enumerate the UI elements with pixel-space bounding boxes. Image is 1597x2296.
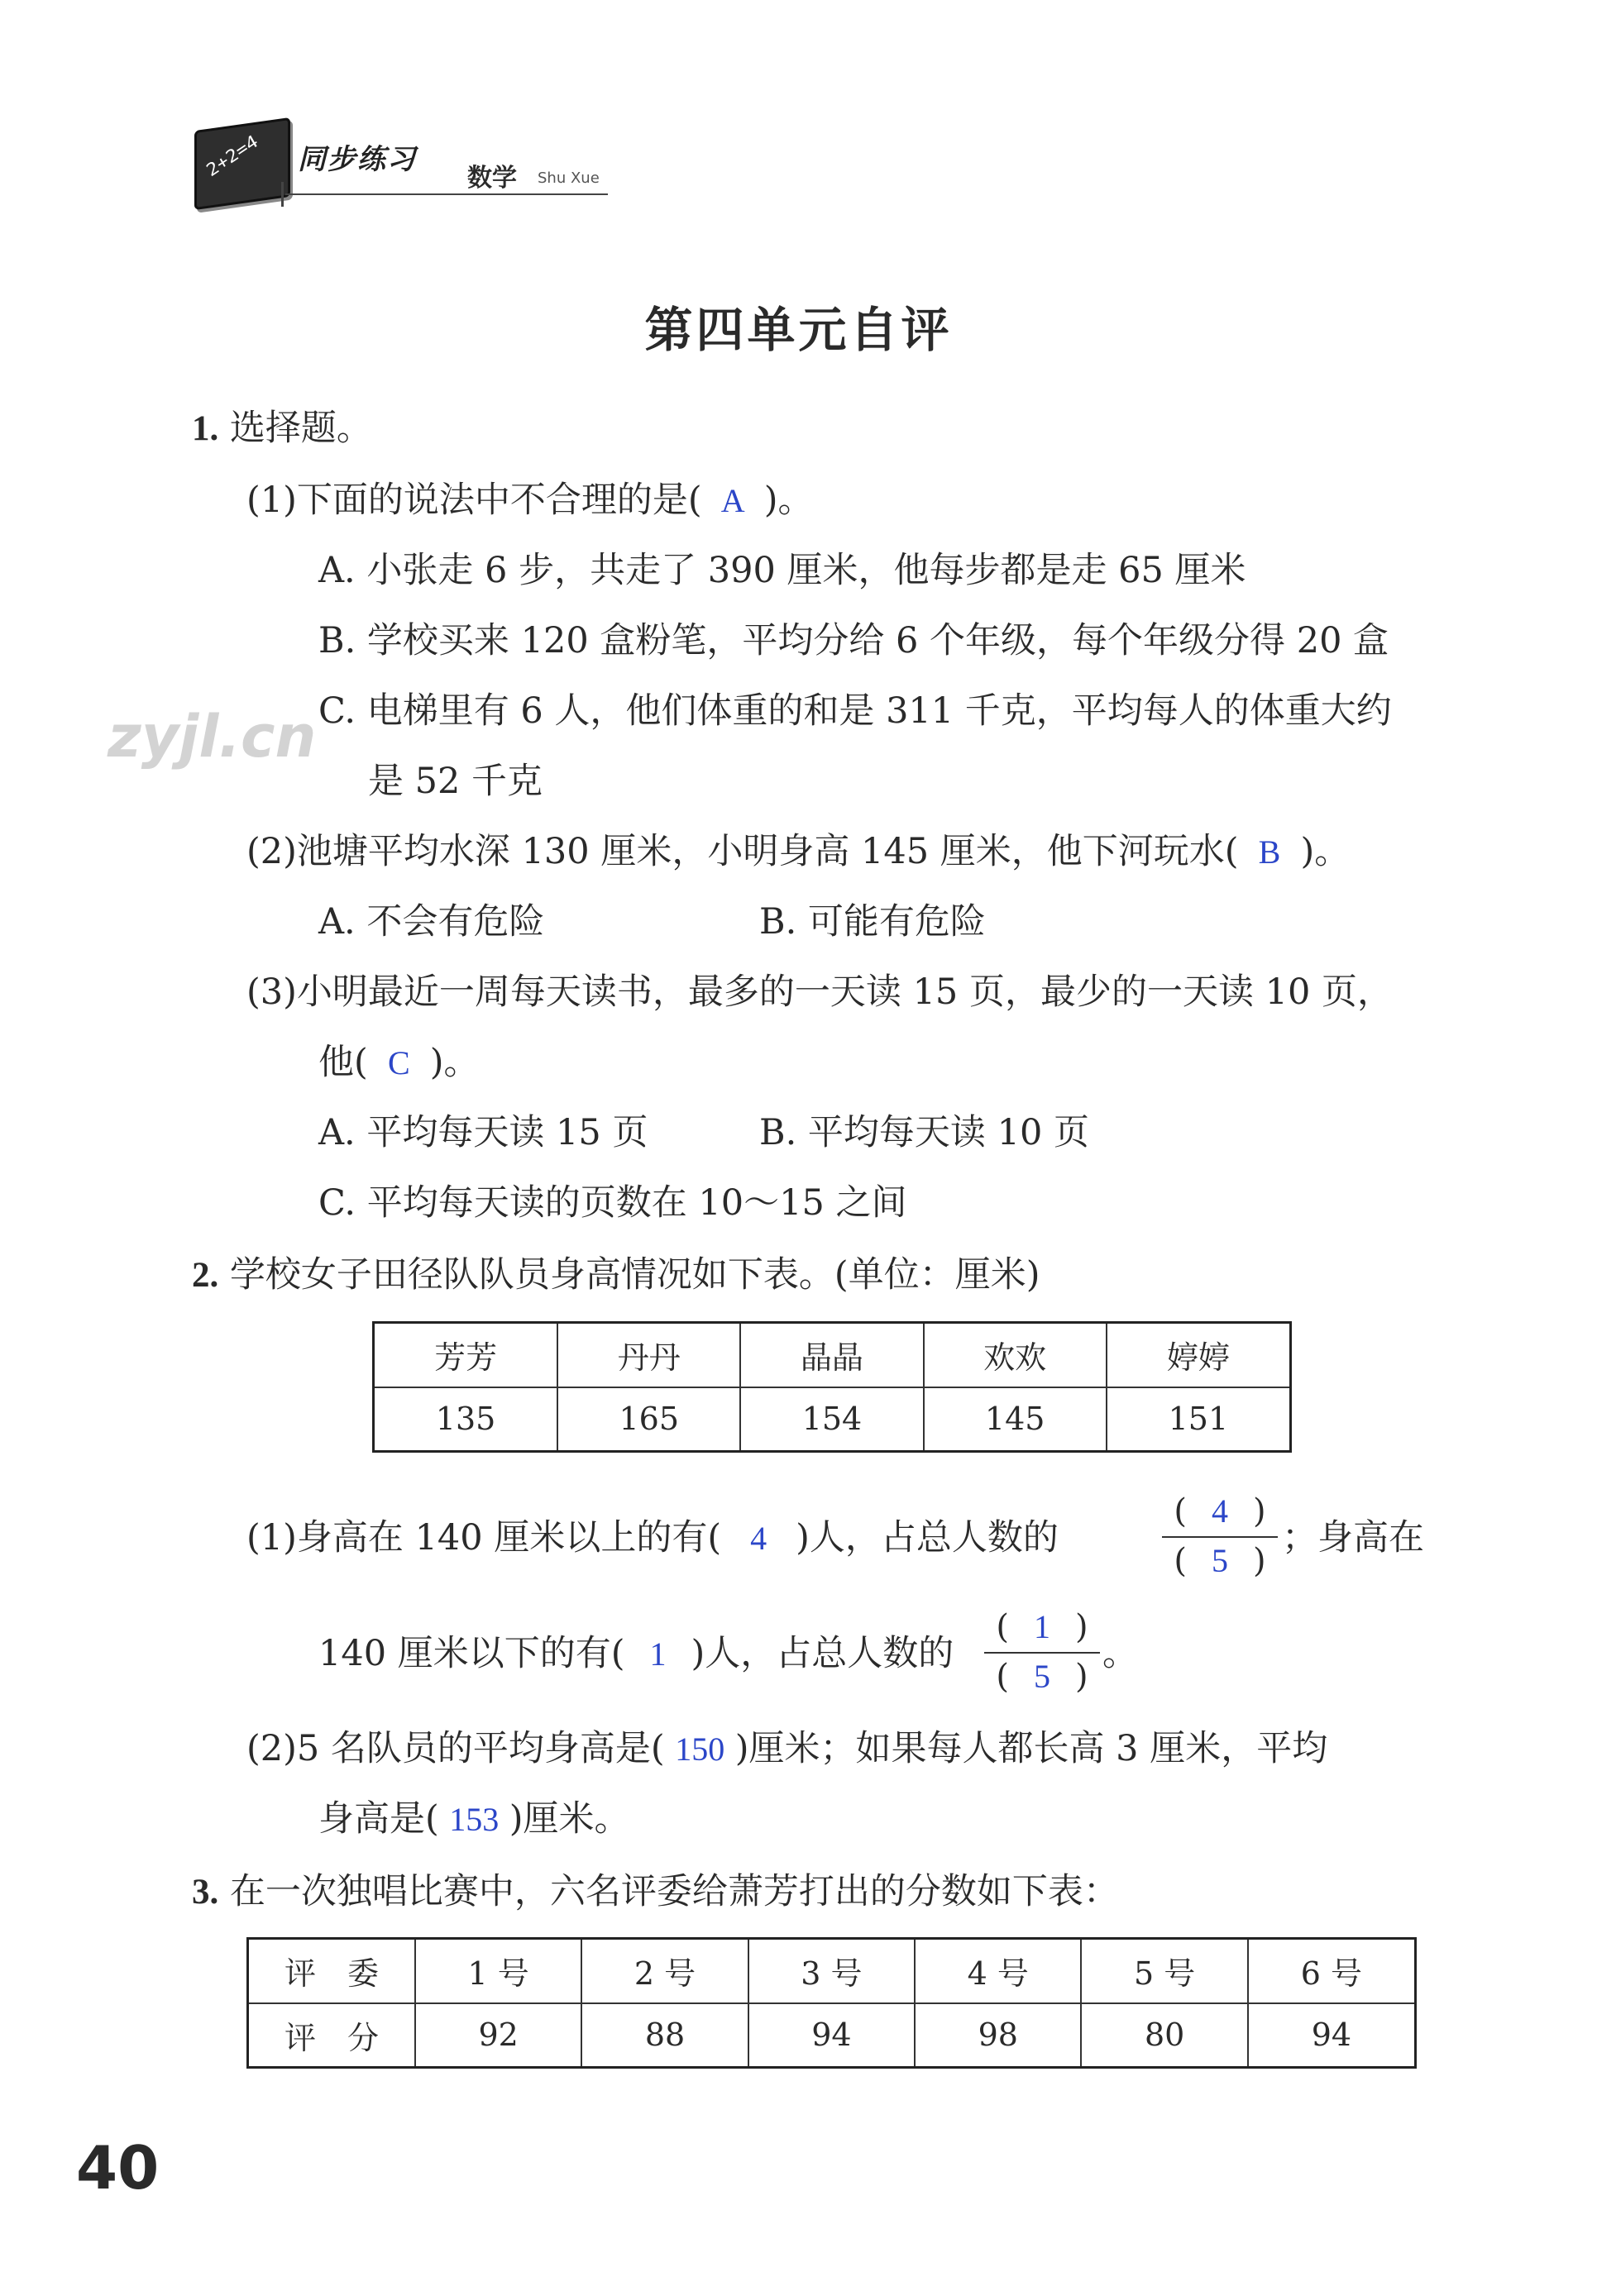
- q1-p3-stem-1: (3)小明最近一周每天读书，最多的一天读 15 页，最少的一天读 10 页，: [246, 971, 1394, 1013]
- q1-p2-optB: B. 可能有危险: [759, 901, 986, 943]
- q1-p1-optC-2: 是 52 千克: [368, 761, 543, 802]
- q2-number: 2.: [192, 1256, 219, 1295]
- q2-p1-frac2-denominator: 5: [1034, 1658, 1050, 1695]
- q2-height-cell: 135: [374, 1387, 558, 1452]
- q2-p1-text-d: 140 厘米以下的有(: [318, 1633, 625, 1674]
- q2-p1-line2: [318, 1629, 954, 1679]
- q2-p2-line2: [318, 1794, 630, 1845]
- q1-p1-optA: A. 小张走 6 步，共走了 390 厘米，他每步都是走 65 厘米: [318, 550, 1246, 591]
- header-rule: [285, 193, 608, 195]
- header-subject: 数学: [467, 164, 517, 193]
- q2-p1-text-b: )人，占总人数的: [796, 1517, 1059, 1559]
- q3-row-label-judge: 评 委: [248, 1939, 416, 2003]
- q1-p2-stem: [246, 827, 1350, 877]
- q3-judge-cell: 4 号: [915, 1939, 1081, 2003]
- q3-score-cell: 92: [415, 2003, 581, 2068]
- q3-row-label-score: 评 分: [248, 2003, 416, 2068]
- q2-p2-text-b: )厘米；如果每人都长高 3 厘米，平均: [734, 1728, 1328, 1769]
- header-series: 同步练习: [298, 143, 417, 176]
- q2-heading: [192, 1250, 1040, 1301]
- q1-p3-optB: B. 平均每天读 10 页: [759, 1112, 1089, 1153]
- header-logo: [194, 117, 290, 210]
- q2-p1-frac1-bottom: ( 5 ): [1162, 1538, 1278, 1584]
- q1-p1-stem: [246, 475, 813, 526]
- watermark: zyjl.cn: [108, 703, 317, 771]
- q2-p1-frac2-numerator: 1: [1034, 1608, 1050, 1645]
- q1-p3-stem-2: [318, 1038, 480, 1088]
- q1-p3-stem-2b: )。: [429, 1042, 480, 1083]
- q2-p1-answer1: 4: [750, 1520, 767, 1557]
- q1-p3-optC: C. 平均每天读的页数在 10～15 之间: [318, 1182, 907, 1224]
- q2-p2-answer1: 150: [675, 1730, 725, 1768]
- q1-p2-answer: B: [1258, 833, 1281, 871]
- q2-name-cell: 欢欢: [924, 1323, 1107, 1387]
- q2-p1-line1: [246, 1513, 1059, 1563]
- q3-judge-cell: 1 号: [415, 1939, 581, 2003]
- q1-p3-optA: A. 平均每天读 15 页: [318, 1112, 648, 1153]
- q2-p1-fraction1: [1162, 1488, 1278, 1587]
- q2-height-cell: 145: [924, 1387, 1107, 1452]
- q1-p1-stem-a: (1)下面的说法中不合理的是(: [246, 480, 702, 521]
- q2-p1-fraction2: [984, 1604, 1100, 1703]
- q1-p1-optB: B. 学校买来 120 盒粉笔，平均分给 6 个年级，每个年级分得 20 盒: [318, 620, 1389, 661]
- q2-table-header-row: [374, 1323, 1291, 1387]
- q2-text: 学校女子田径队队员身高情况如下表。(单位：厘米): [229, 1254, 1040, 1296]
- q1-p3-stem-2a: 他(: [318, 1042, 368, 1083]
- q1-heading: [192, 403, 372, 454]
- q3-score-cell: 94: [748, 2003, 915, 2068]
- q2-p1-frac2-bottom: ( 5 ): [984, 1654, 1100, 1700]
- q2-height-cell: 151: [1107, 1387, 1291, 1452]
- page-title: 第四单元自评: [644, 302, 953, 358]
- q3-number: 3.: [192, 1873, 219, 1912]
- q2-name-cell: 丹丹: [557, 1323, 740, 1387]
- q2-p1-frac1-numerator: 4: [1212, 1492, 1228, 1530]
- q2-p2-line1: [246, 1724, 1327, 1774]
- q2-height-cell: 165: [557, 1387, 740, 1452]
- header-rule-vertical: [281, 182, 284, 207]
- q2-name-cell: 婷婷: [1107, 1323, 1291, 1387]
- q1-p2-stem-a: (2)池塘平均水深 130 厘米，小明身高 145 厘米，他下河玩水(: [246, 831, 1239, 872]
- q3-score-table: [246, 1937, 1417, 2069]
- q3-score-cell: 94: [1248, 2003, 1416, 2068]
- q3-score-cell: 88: [581, 2003, 748, 2068]
- q3-score-cell: 80: [1081, 2003, 1247, 2068]
- q3-judge-cell: 5 号: [1081, 1939, 1247, 2003]
- header-logo-text: 2+2=4: [203, 131, 262, 182]
- header-subject-pinyin: Shu Xue: [538, 169, 600, 187]
- page-number: 40: [76, 2133, 160, 2203]
- q2-table-value-row: [374, 1387, 1291, 1452]
- q3-score-cell: 98: [915, 2003, 1081, 2068]
- q2-p2-text-d: )厘米。: [509, 1798, 630, 1840]
- q2-p2-text-a: (2)5 名队员的平均身高是(: [246, 1728, 665, 1769]
- q1-p1-stem-b: )。: [763, 480, 814, 521]
- q2-name-cell: 芳芳: [374, 1323, 558, 1387]
- q2-p1-text-f: 。: [1102, 1633, 1138, 1674]
- q2-p1-frac1-top: ( 4 ): [1162, 1488, 1278, 1535]
- q2-p1-frac2-top: ( 1 ): [984, 1604, 1100, 1650]
- q1-p2-stem-b: )。: [1300, 831, 1351, 872]
- q2-p2-answer2: 153: [449, 1801, 500, 1838]
- q1-p3-answer: C: [387, 1044, 410, 1081]
- q1-text: 选择题。: [229, 408, 372, 449]
- q3-judge-cell: 2 号: [581, 1939, 748, 2003]
- q3-judge-cell: 3 号: [748, 1939, 915, 2003]
- q2-height-table: [372, 1321, 1292, 1453]
- q3-judge-cell: 6 号: [1248, 1939, 1416, 2003]
- q1-p1-optC-1: C. 电梯里有 6 人，他们体重的和是 311 千克，平均每人的体重大约: [318, 690, 1392, 732]
- q2-height-cell: 154: [740, 1387, 923, 1452]
- q2-p1-text-c: ；身高在: [1282, 1517, 1424, 1559]
- q1-p1-answer: A: [720, 482, 745, 519]
- q3-table-judge-row: [248, 1939, 1416, 2003]
- q2-p1-answer2: 1: [649, 1635, 667, 1673]
- q1-p2-optA: A. 不会有危险: [318, 901, 545, 943]
- q3-text: 在一次独唱比赛中，六名评委给萧芳打出的分数如下表：: [229, 1871, 1119, 1912]
- q3-table-score-row: [248, 2003, 1416, 2068]
- q2-name-cell: 晶晶: [740, 1323, 923, 1387]
- q2-p1-text-e: )人，占总人数的: [691, 1633, 954, 1674]
- q2-p1-text-a: (1)身高在 140 厘米以上的有(: [246, 1517, 722, 1559]
- q2-p2-text-c: 身高是(: [318, 1798, 439, 1840]
- q3-heading: [192, 1867, 1119, 1917]
- q2-p1-frac1-denominator: 5: [1212, 1542, 1228, 1579]
- q1-number: 1.: [192, 409, 219, 448]
